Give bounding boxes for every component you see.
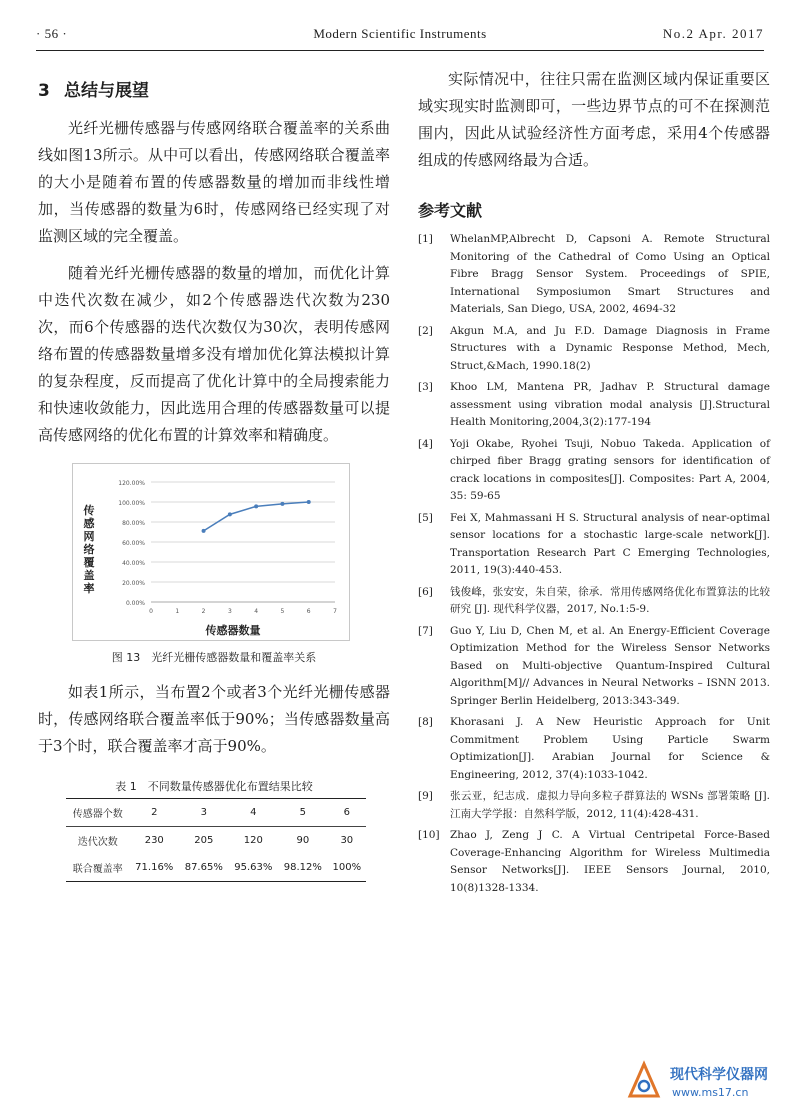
reference-list [418, 231, 770, 897]
watermark-name: 现代科学仪器网 [670, 1067, 768, 1083]
reference-item [418, 788, 770, 823]
y-tick-label: 60.00% [122, 540, 145, 547]
x-tick-label: 5 [280, 608, 285, 615]
x-tick-label: 7 [333, 608, 337, 615]
reference-number: [2] [418, 324, 433, 337]
reference-text: 钱俊峰，张安安，朱自荣，徐承．常用传感网络优化布置算法的比较研究 [J]. 现代科学仪器，2017, No.1:5-9. [450, 585, 770, 615]
data-point [280, 502, 284, 506]
y-tick-label: 100.00% [118, 500, 145, 507]
reference-item [418, 827, 770, 897]
table-cell: 87.65% [179, 854, 229, 882]
issue-info: No.2 Apr. 2017 [662, 26, 764, 41]
y-tick-label: 120.00% [118, 480, 145, 487]
reference-text: WhelanMP,Albrecht D, Capsoni A. Remote Structural Monitoring of the Cathedral of Como Using an Optical Fibre Bragg Sensor System. Proceedings of SPIE, International Symposiumon Smart Structures and Materials, San Diego, USA, 2002, 4694-32 [450, 233, 770, 315]
reference-text: Fei X, Mahmassani H S. Structural analysis of near-optimal sensor locations for a stochastic large-scale network[J]. Transportation Research Part C Emerging Technologies, 2011, 19(3):440-453. [450, 511, 770, 576]
x-tick-label: 3 [227, 608, 232, 615]
reference-item [418, 714, 770, 784]
data-point [228, 512, 232, 516]
page-header [36, 26, 764, 50]
chart-x-label: 传感器数量 [205, 624, 261, 637]
reference-number: [1] [418, 233, 433, 245]
reference-text: Guo Y, Liu D, Chen M, et al. An Energy-Efficient Coverage Optimization Method for the Wireless Sensor Networks Based on Multi-objective Quantum-Inspired Cultural Algorithm[M]// Advances in Neural Networks – ISNN 2013. Springer Berlin Heidelberg, 2013:343-349. [450, 624, 770, 707]
table-row [66, 799, 366, 827]
figure-caption: 图 13 光纤光栅传感器数量和覆盖率关系 [111, 651, 317, 664]
y-tick-label: 80.00% [122, 520, 145, 527]
paragraph: 实际情况中，往往只需在监测区域内保证重要区域实现实时监测即可，一些边界节点的可不在探测范围内，因此从试验经济性方面考虑，采用4个传感器组成的传感网络最为合适。 [418, 70, 770, 169]
reference-item [418, 510, 770, 580]
x-tick-label: 4 [254, 608, 259, 615]
watermark-url: www.ms17.cn [672, 1086, 749, 1099]
chart-y-label: 传感网络覆盖率 [83, 504, 95, 595]
right-column [418, 66, 770, 901]
data-point [254, 504, 258, 508]
x-tick-label: 6 [306, 608, 311, 615]
reference-item [418, 323, 770, 376]
x-tick-label: 0 [149, 608, 153, 615]
header-rule [36, 50, 764, 51]
references-heading: 参考文献 [418, 201, 483, 220]
table-header-cell: 3 [179, 799, 229, 827]
reference-item [418, 436, 770, 506]
section-title: 总结与展望 [64, 81, 149, 101]
table-header-cell: 4 [229, 799, 279, 827]
watermark [626, 1058, 796, 1108]
reference-number: [9] [418, 790, 433, 802]
table-header-cell: 6 [328, 799, 366, 827]
table-cell: 71.16% [129, 854, 179, 882]
reference-text: Akgun M.A, and Ju F.D. Damage Diagnosis in Frame Structures with a Dynamic Response Method, Mech, Struct,&Mach, 1990.18(2) [450, 324, 770, 372]
reference-text: 张云亚，纪志成．虚拟力导向多粒子群算法的 WSNs 部署策略 [J]. 江南大学学报：自然科学版，2012, 11(4):428-431. [450, 790, 770, 820]
table-row [66, 827, 366, 855]
y-tick-label: 0.00% [125, 600, 145, 607]
table-cell: 98.12% [278, 854, 328, 882]
figure-13-chart [72, 463, 350, 641]
line-chart [73, 464, 349, 640]
section-heading [38, 76, 390, 101]
table-cell: 205 [194, 835, 214, 846]
reference-item [418, 379, 770, 432]
section-number: 3 [38, 81, 50, 101]
table-header-cell: 2 [129, 799, 179, 827]
table-cell: 90 [296, 835, 310, 846]
table-header-cell: 5 [278, 799, 328, 827]
left-column [38, 66, 390, 882]
table-cell: 95.63% [229, 854, 279, 882]
table-cell: 100% [328, 854, 366, 882]
table-cell: 联合覆盖率 [66, 854, 129, 882]
data-point [202, 529, 206, 533]
results-table [66, 798, 366, 882]
reference-number: [10] [418, 829, 440, 841]
table-cell: 30 [340, 835, 354, 846]
table-row [66, 854, 366, 882]
reference-item [418, 584, 770, 619]
reference-item [418, 231, 770, 319]
reference-number: [5] [418, 511, 433, 524]
reference-item [418, 623, 770, 711]
y-tick-label: 20.00% [122, 580, 145, 587]
reference-number: [4] [418, 437, 433, 450]
data-point [307, 500, 311, 504]
paragraph: 如表1所示，当布置2个或者3个光纤光栅传感器时，传感网络联合覆盖率低于90%；当传感器数量高于3个时，联合覆盖率才高于90%。 [38, 683, 390, 755]
table-cell: 120 [243, 835, 263, 846]
reference-text: Zhao J, Zeng J C. A Virtual Centripetal Force-Based Coverage-Enhancing Algorithm for Wireless Multimedia Sensor Networks[J]. IEEE Sensors Journal, 2010, 10(8)1328-1334. [450, 829, 770, 894]
reference-number: [8] [418, 716, 433, 728]
reference-number: [6] [418, 585, 433, 598]
page-number: · 56 · [36, 26, 68, 41]
reference-number: [7] [418, 624, 433, 637]
site-logo-icon [626, 1060, 662, 1100]
journal-name: Modern Scientific Instruments [313, 26, 487, 41]
paragraph: 随着光纤光栅传感器的数量的增加，而优化计算中迭代次数在减少，如2个传感器迭代次数为230次，而6个传感器的迭代次数仅为30次，表明传感网络布置的传感器数量增多没有增加优化算法模拟计算的复杂程度，反而提高了优化计算中的全局搜索能力和快速收敛能力，因此选用合理的传感器数量可以提高传感网络的优化布置的计算效率和精确度。 [38, 264, 390, 444]
x-tick-label: 2 [201, 608, 206, 615]
table-header-cell: 传感器个数 [66, 799, 129, 827]
reference-number: [3] [418, 381, 433, 393]
table-cell: 迭代次数 [77, 837, 118, 848]
x-tick-label: 1 [175, 608, 180, 615]
table-cell: 230 [144, 835, 164, 846]
table-title: 表 1 不同数量传感器优化布置结果比较 [115, 780, 313, 793]
reference-text: Khoo LM, Mantena PR, Jadhav P. Structural damage assessment using vibration modal analysis [J].Structural Health Monitoring,2004,3(2):177-194 [450, 381, 770, 428]
reference-text: Khorasani J. A New Heuristic Approach for Unit Commitment Problem Using Particle Swarm Optimization[J]. Arabian Journal for Science & Engineering, 2012, 37(4):1033-1042. [450, 716, 770, 781]
paragraph: 光纤光栅传感器与传感网络联合覆盖率的关系曲线如图13所示。从中可以看出，传感网络联合覆盖率的大小是随着布置的传感器数量的增加而非线性增加，当传感器的数量为6时，传感网络已经实现了对监测区域的完全覆盖。 [38, 119, 390, 245]
reference-text: Yoji Okabe, Ryohei Tsuji, Nobuo Takeda. Application of chirped fiber Bragg grating sensors for identification of crack locations in composites[J]. Composites: Part A, 2004, 35: 59-65 [450, 437, 770, 502]
y-tick-label: 40.00% [122, 560, 145, 567]
